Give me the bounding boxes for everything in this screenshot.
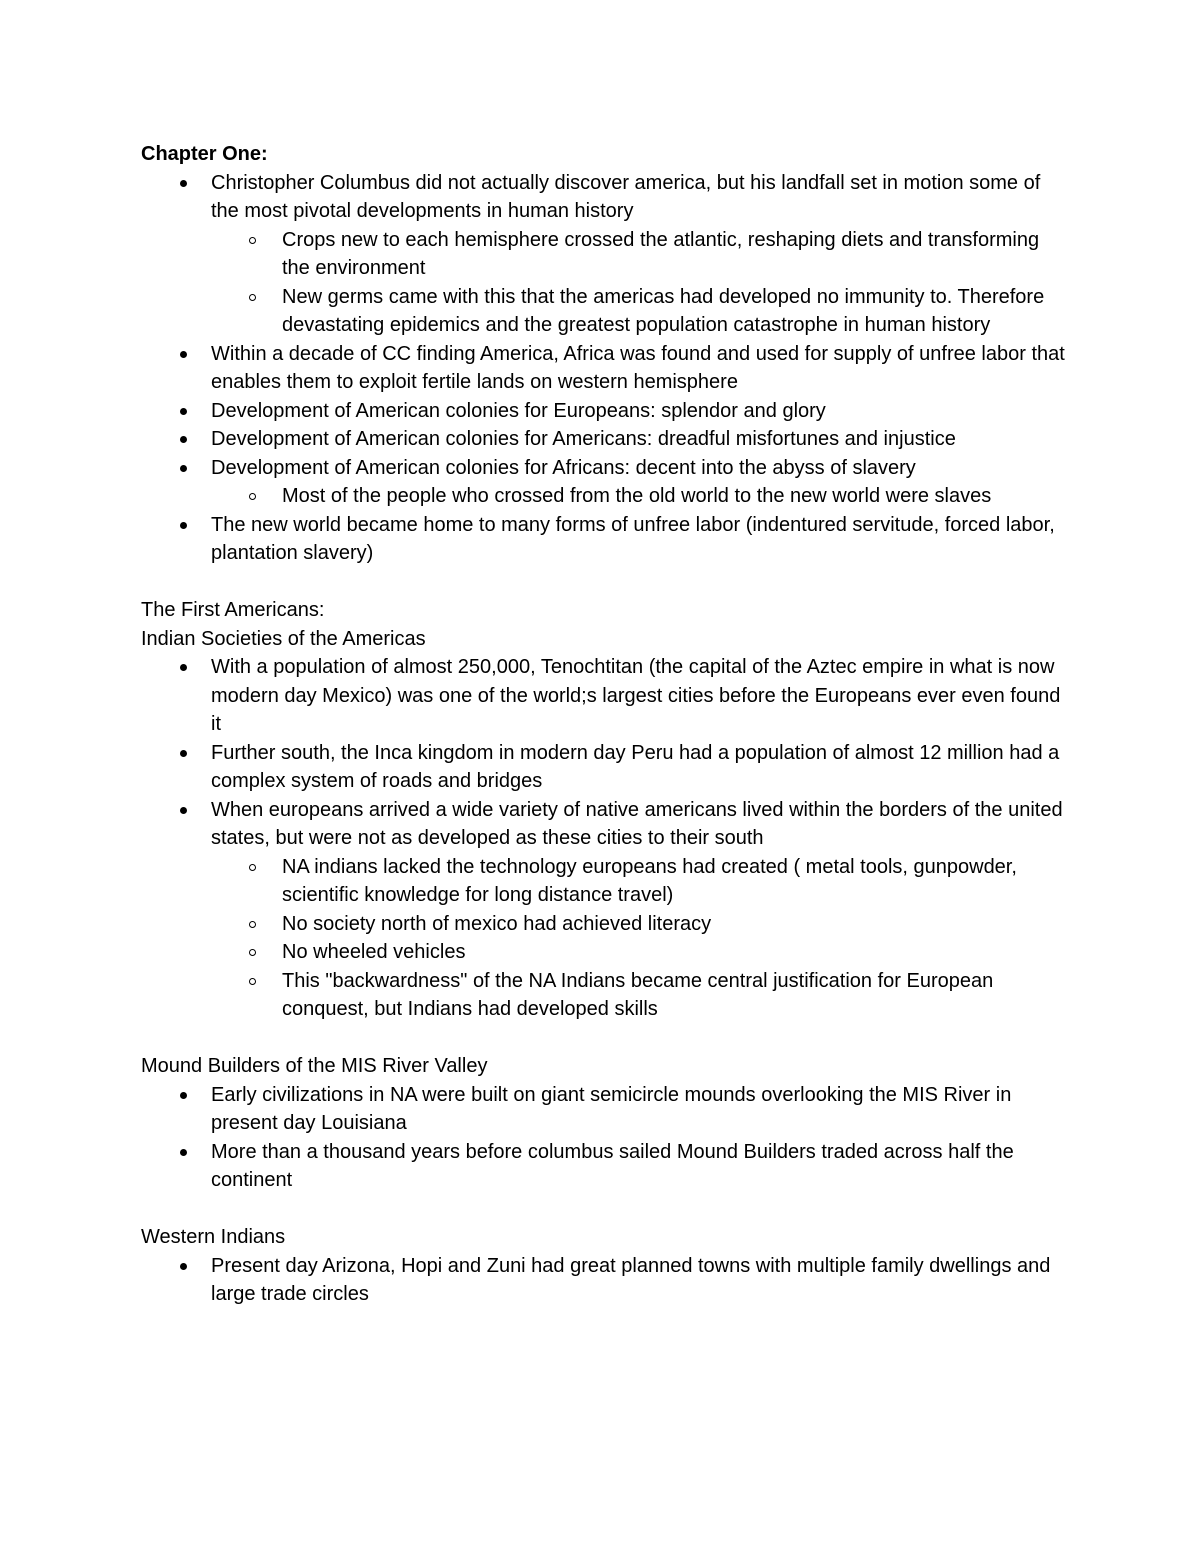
list-item-text: The new world became home to many forms of unfree labor (indentured servitude, forced labor, plantation slavery)	[211, 513, 1055, 564]
list-item-text: More than a thousand years before columbus sailed Mound Builders traded across half the continent	[211, 1140, 1014, 1191]
document-page	[141, 140, 1071, 1309]
list-item	[141, 454, 1071, 511]
list-item-text: Early civilizations in NA were built on giant semicircle mounds overlooking the MIS River in present day Louisiana	[211, 1083, 1012, 1134]
sub-list-item: No society north of mexico had achieved literacy	[211, 910, 1071, 939]
list-item	[141, 1138, 1071, 1195]
list-item	[141, 1252, 1071, 1309]
list-item-text: Within a decade of CC finding America, Africa was found and used for supply of unfree labor that enables them to exploit fertile lands on western hemisphere	[211, 342, 1065, 393]
section-first-americans	[141, 596, 1071, 1024]
section-heading: Mound Builders of the MIS River Valley	[141, 1055, 488, 1077]
list-item-text: Development of American colonies for Europeans: splendor and glory	[211, 399, 826, 422]
list-item-text: When europeans arrived a wide variety of native americans lived within the borders of the united states, but were not as developed as these cities to their south	[211, 798, 1063, 849]
list-item	[141, 1081, 1071, 1138]
section-heading: The First Americans:	[141, 599, 325, 621]
list-item	[141, 169, 1071, 340]
sub-bullet-list	[211, 853, 1071, 1024]
section-western-indians	[141, 1223, 1071, 1309]
list-item-text: Further south, the Inca kingdom in modern day Peru had a population of almost 12 million had a complex system of roads and bridges	[211, 741, 1060, 792]
sub-list-item: NA indians lacked the technology europeans had created ( metal tools, gunpowder, scientific knowledge for long distance travel)	[211, 853, 1071, 910]
list-item-text: Christopher Columbus did not actually discover america, but his landfall set in motion some of the most pivotal developments in human history	[211, 171, 1041, 222]
sub-list-item: No wheeled vehicles	[211, 938, 1071, 967]
list-item	[141, 340, 1071, 397]
list-item	[141, 511, 1071, 568]
sub-list-item: Most of the people who crossed from the old world to the new world were slaves	[211, 482, 1071, 511]
section-mound-builders	[141, 1052, 1071, 1195]
section-heading: Western Indians	[141, 1226, 286, 1248]
list-item	[141, 653, 1071, 739]
sub-bullet-list	[211, 482, 1071, 511]
list-item	[141, 739, 1071, 796]
list-item	[141, 397, 1071, 426]
list-item	[141, 796, 1071, 1024]
sub-list-item: New germs came with this that the americas had developed no immunity to. Therefore devastating epidemics and the greatest population catastrophe in human history	[211, 283, 1071, 340]
list-item-text: Development of American colonies for Americans: dreadful misfortunes and injustice	[211, 428, 956, 450]
section-subheading: Indian Societies of the Americas	[141, 627, 426, 650]
sub-list-item: Crops new to each hemisphere crossed the atlantic, reshaping diets and transforming the environment	[211, 226, 1071, 283]
section-heading: Chapter One:	[141, 143, 268, 165]
sub-list-item: This "backwardness" of the NA Indians became central justification for European conquest, but Indians had developed skills	[211, 967, 1071, 1024]
section-chapter-one	[141, 140, 1071, 568]
bullet-list	[141, 653, 1071, 1024]
bullet-list	[141, 169, 1071, 568]
list-item-text: Present day Arizona, Hopi and Zuni had great planned towns with multiple family dwellings and large trade circles	[211, 1254, 1051, 1305]
list-item-text: With a population of almost 250,000, Tenochtitan (the capital of the Aztec empire in what is now modern day Mexico) was one of the world;s largest cities before the Europeans ever even found it	[211, 656, 1061, 735]
sub-bullet-list	[211, 226, 1071, 340]
list-item	[141, 425, 1071, 454]
bullet-list	[141, 1081, 1071, 1195]
list-item-text: Development of American colonies for Africans: decent into the abyss of slavery	[211, 456, 916, 479]
bullet-list	[141, 1252, 1071, 1309]
